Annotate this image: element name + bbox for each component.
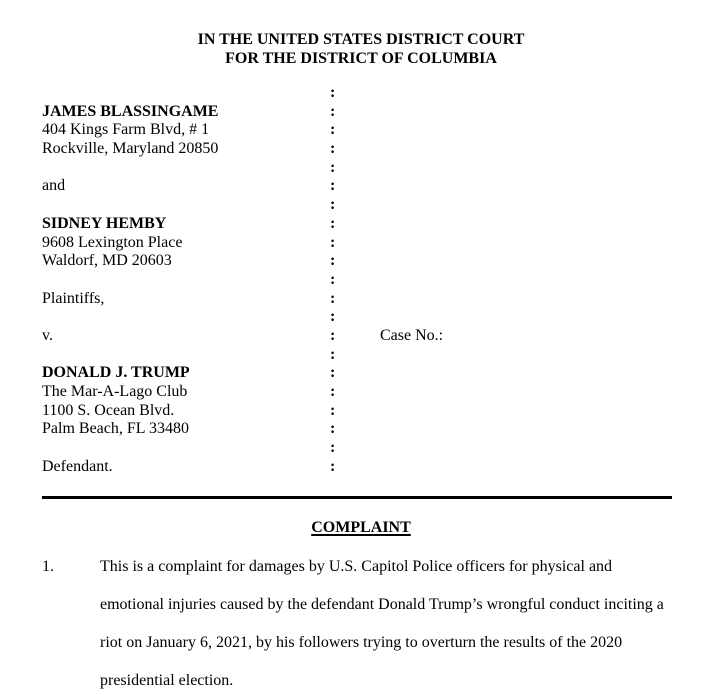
caption-separator: : bbox=[330, 84, 336, 101]
plaintiff-name: JAMES BLASSINGAME bbox=[42, 102, 219, 120]
caption-row bbox=[42, 121, 722, 140]
plaintiff-address-line: Waldorf, MD 20603 bbox=[42, 252, 172, 270]
caption-left-text bbox=[42, 439, 330, 458]
caption-separator: : bbox=[330, 233, 336, 251]
caption-separator: : bbox=[330, 364, 336, 382]
caption-row bbox=[42, 308, 722, 327]
caption-separator: : bbox=[330, 457, 336, 475]
plaintiff-address-line: 9608 Lexington Place bbox=[42, 233, 183, 251]
caption-row bbox=[42, 402, 722, 421]
caption-row bbox=[42, 458, 722, 477]
caption-row bbox=[42, 103, 722, 122]
caption-separator: : bbox=[330, 308, 336, 326]
caption-row bbox=[42, 383, 722, 402]
caption-row bbox=[42, 252, 722, 271]
case-number-label: Case No.: bbox=[380, 326, 444, 344]
caption-row bbox=[42, 215, 722, 234]
caption-separator: : bbox=[330, 214, 336, 232]
defendant-address-line: 1100 S. Ocean Blvd. bbox=[42, 401, 175, 419]
caption-separator: : bbox=[330, 439, 336, 457]
plaintiffs-designation: Plaintiffs, bbox=[42, 289, 105, 307]
caption-row bbox=[42, 327, 722, 346]
caption-row bbox=[42, 290, 722, 309]
caption-row bbox=[42, 84, 722, 103]
caption-separator: : bbox=[330, 270, 336, 288]
caption-row bbox=[42, 346, 722, 365]
plaintiff-address-line: 404 Kings Farm Blvd, # 1 bbox=[42, 121, 210, 139]
paragraph-number: 1. bbox=[42, 558, 54, 576]
caption-separator: : bbox=[330, 196, 336, 214]
paragraph-line: presidential election. bbox=[100, 672, 234, 690]
caption-separator: : bbox=[330, 177, 336, 195]
caption-separator: : bbox=[330, 252, 336, 270]
caption-separator: : bbox=[330, 383, 336, 400]
case-caption bbox=[42, 84, 722, 476]
caption-separator: : bbox=[330, 326, 336, 344]
caption-row bbox=[42, 177, 722, 196]
paragraph-line: emotional injuries caused by the defendant Donald Trump’s wrongful conduct inciting a bbox=[100, 596, 664, 614]
defendant-address-line: The Mar-A-Lago Club bbox=[42, 383, 188, 400]
caption-row bbox=[42, 196, 722, 215]
caption-row bbox=[42, 159, 722, 178]
caption-separator: : bbox=[330, 158, 336, 176]
complaint-title: COMPLAINT bbox=[311, 519, 411, 537]
caption-left-text bbox=[42, 308, 330, 327]
court-header-line2: FOR THE DISTRICT OF COLUMBIA bbox=[225, 50, 497, 67]
caption-row bbox=[42, 140, 722, 159]
plaintiff-name: SIDNEY HEMBY bbox=[42, 214, 167, 232]
caption-row bbox=[42, 420, 722, 439]
defendant-designation: Defendant. bbox=[42, 457, 113, 475]
conjunction-and: and bbox=[42, 177, 66, 195]
paragraph-line: riot on January 6, 2021, by his followers trying to overturn the results of the 2020 bbox=[100, 634, 623, 652]
caption-separator: : bbox=[330, 140, 336, 158]
caption-separator: : bbox=[330, 102, 336, 120]
caption-row bbox=[42, 271, 722, 290]
paragraph-line: This is a complaint for damages by U.S. Capitol Police officers for physical and bbox=[100, 558, 613, 576]
complaint-paragraph-1 bbox=[42, 548, 682, 695]
court-header-line1: IN THE UNITED STATES DISTRICT COURT bbox=[197, 31, 525, 48]
caption-separator: : bbox=[330, 121, 336, 139]
caption-separator: : bbox=[330, 401, 336, 419]
caption-left-text bbox=[42, 271, 330, 290]
caption-row bbox=[42, 439, 722, 458]
court-header bbox=[0, 30, 722, 68]
defendant-address-line: Palm Beach, FL 33480 bbox=[42, 420, 189, 438]
caption-left-text bbox=[42, 159, 330, 178]
caption-separator: : bbox=[330, 345, 336, 363]
caption-separator: : bbox=[330, 420, 336, 438]
plaintiff-address-line: Rockville, Maryland 20850 bbox=[42, 140, 219, 158]
caption-separator: : bbox=[330, 289, 336, 307]
section-divider bbox=[42, 496, 672, 499]
caption-row bbox=[42, 234, 722, 253]
caption-left-text bbox=[42, 196, 330, 215]
caption-left-text bbox=[42, 84, 330, 103]
defendant-name: DONALD J. TRUMP bbox=[42, 364, 190, 382]
caption-row bbox=[42, 364, 722, 383]
caption-left-text bbox=[42, 346, 330, 365]
versus-abbreviation: v. bbox=[42, 326, 53, 344]
